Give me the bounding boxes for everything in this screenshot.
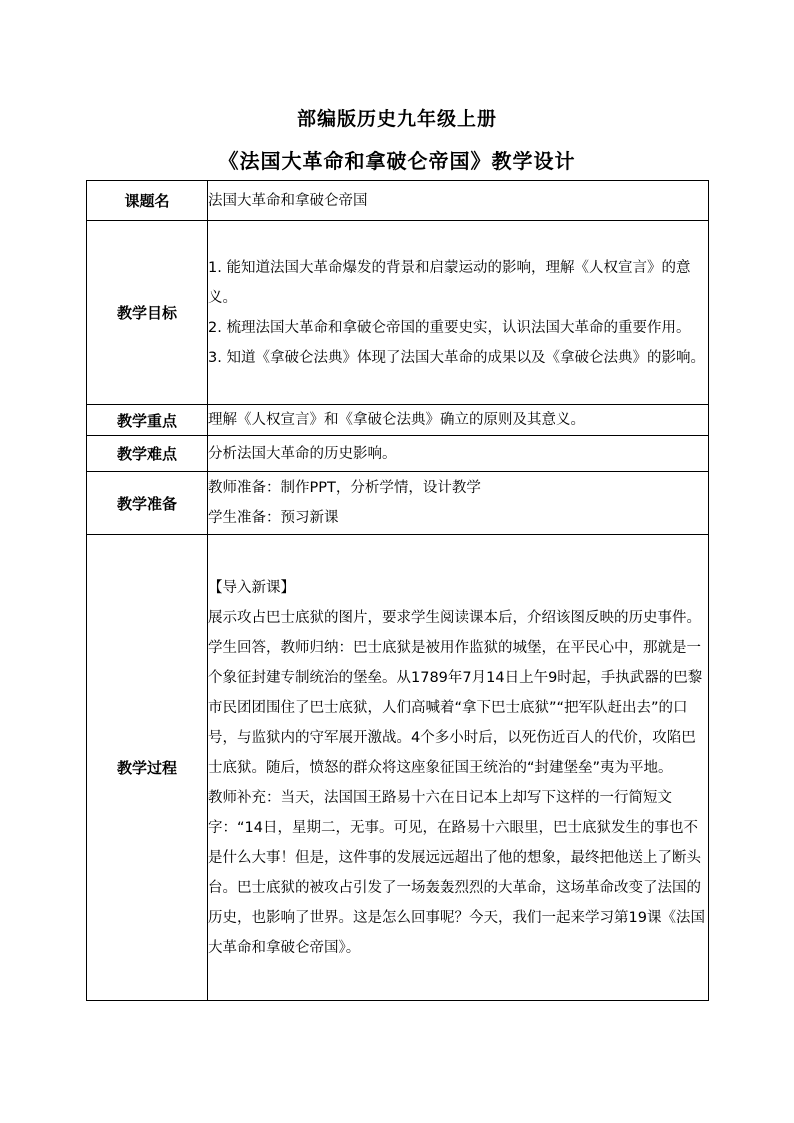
process-paragraph: 学生回答，教师归纳：巴士底狱是被用作监狱的城堡，在平民心中，那就是一个象征封建专制统治的堡垒。从1789年7月14日上午9时起，手执武器的巴黎市民团团围住了巴士底狱，人们高喊着“拿下巴士底狱”“把军队赶出去”的口号，与监狱内的守军展开激战。4个多小时后，以死伤近百人的代价，攻陷巴士底狱。随后，愤怒的群众将这座象征国王统治的“封建堡垒”夷为平地。: [208, 639, 703, 776]
document-title: 部编版历史九年级上册: [296, 108, 497, 130]
topic-value: 法国大革命和拿破仑帝国: [208, 181, 709, 221]
objectives-label: 教学目标: [87, 221, 208, 405]
objective-item: 3. 知道《拿破仑法典》体现了法国大革命的成果以及《拿破仑法典》的影响。: [208, 349, 705, 366]
teacher-preparation: 教师准备：制作PPT，分析学情，设计教学: [208, 480, 481, 496]
process-label: 教学过程: [87, 535, 208, 1001]
process-paragraph: 展示攻占巴士底狱的图片，要求学生阅读课本后，介绍该图反映的历史事件。: [208, 609, 701, 626]
table-row-key-points: [87, 405, 709, 436]
table-row-objectives: [87, 221, 709, 405]
lesson-plan-table: [86, 180, 709, 1001]
objectives-content: [208, 221, 709, 405]
difficulties-value: 分析法国大革命的历史影响。: [208, 436, 709, 472]
preparation-label: 教学准备: [87, 472, 208, 535]
student-preparation: 学生准备：预习新课: [208, 510, 339, 526]
table-row-process: [87, 535, 709, 1001]
objective-item: 2. 梳理法国大革命和拿破仑帝国的重要史实，认识法国大革命的重要作用。: [208, 319, 691, 336]
objective-item: 1. 能知道法国大革命爆发的背景和启蒙运动的影响，理解《人权宣言》的意义。: [208, 259, 691, 306]
table-row-preparation: [87, 472, 709, 535]
document-subtitle: 《法国大革命和拿破仑帝国》教学设计: [218, 149, 576, 173]
process-content: [208, 535, 709, 1001]
topic-label: 课题名: [87, 181, 208, 221]
preparation-content: [208, 472, 709, 535]
difficulties-label: 教学难点: [87, 436, 208, 472]
table-row-topic: [87, 181, 709, 221]
process-heading: 【导入新课】: [208, 579, 295, 596]
process-paragraph: 教师补充：当天，法国国王路易十六在日记本上却写下这样的一行简短文字：“14日，星期二，无事。可见，在路易十六眼里，巴士底狱发生的事也不是什么大事！但是，这件事的发展远远超出了他的想象，最终把他送上了断头台。巴士底狱的被攻占引发了一场轰轰烈烈的大革命，这场革命改变了法国的历史，也影响了世界。这是怎么回事呢？今天，我们一起来学习第19课《法国大革命和拿破仑帝国》。: [208, 789, 705, 956]
table-row-difficulties: [87, 436, 709, 472]
key-points-value: 理解《人权宣言》和《拿破仑法典》确立的原则及其意义。: [208, 405, 709, 436]
key-points-label: 教学重点: [87, 405, 208, 436]
